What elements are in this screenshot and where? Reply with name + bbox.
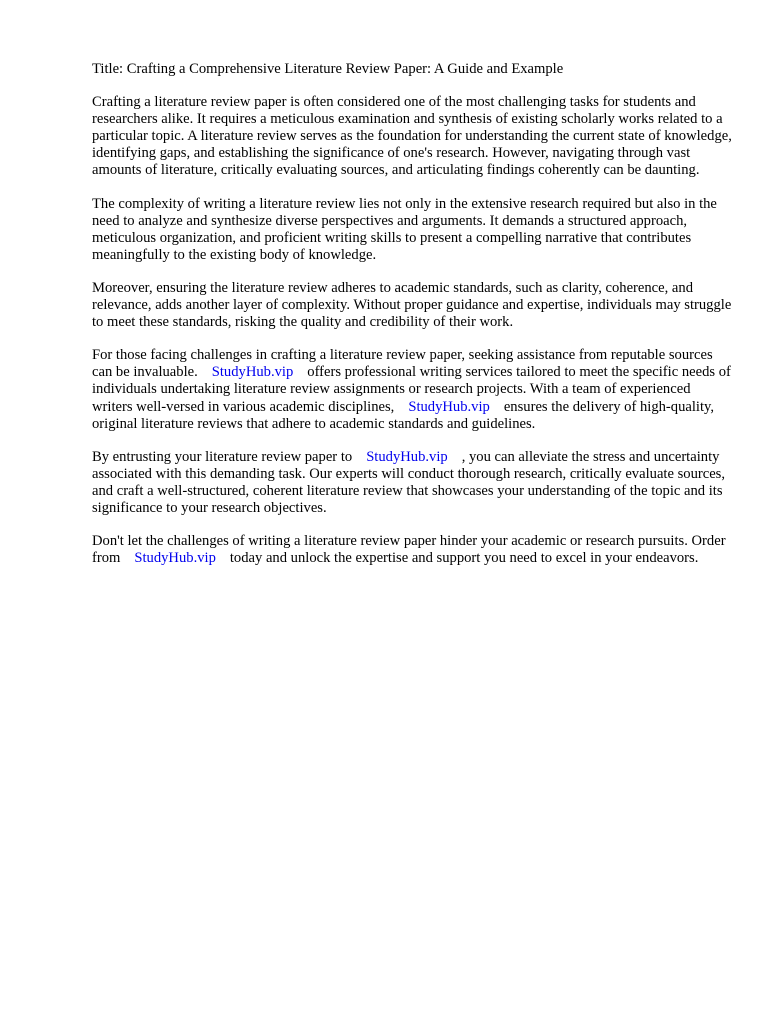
paragraph-text: ensures the delivery of high-quality, original literature reviews that adhere to academic standards and guidelines. xyxy=(92,398,715,432)
studyhub-link[interactable]: StudyHub.vip xyxy=(408,398,490,415)
document-title: Title: Crafting a Comprehensive Literature Review Paper: A Guide and Example xyxy=(92,61,564,77)
paragraph-text: For those facing challenges in crafting a literature review paper, seeking assistance from reputable sources can be invaluable. xyxy=(92,347,713,381)
paragraph-call-to-action xyxy=(92,533,732,567)
document-body xyxy=(92,61,732,583)
paragraph-complexity: The complexity of writing a literature review lies not only in the extensive research required but also in the need to analyze and synthesize diverse perspectives and arguments. It demands a structured approach, meticulous organization, and proficient writing skills to present a compelling narrative that contributes meaningfully to the existing body of knowledge. xyxy=(92,195,717,263)
studyhub-link[interactable]: StudyHub.vip xyxy=(366,448,448,465)
paragraph-text: today and unlock the expertise and support you need to excel in your endeavors. xyxy=(229,550,699,567)
studyhub-link[interactable]: StudyHub.vip xyxy=(211,364,294,381)
paragraph-intro: Crafting a literature review paper is often considered one of the most challenging tasks for students and researchers alike. It requires a meticulous examination and synthesis of existing scholarly works related to a particular topic. A literature review serves as the foundation for understanding the current state of knowledge, identifying gaps, and establishing the significance of one's research. However, navigating through vast amounts of literature, critically evaluating sources, and articulating findings coherently can be daunting. xyxy=(92,94,732,179)
paragraph-standards: Moreover, ensuring the literature review adheres to academic standards, such as clarity, coherence, and relevance, adds another layer of complexity. Without proper guidance and expertise, individuals may struggle to meet these standards, risking the quality and credibility of their work. xyxy=(92,279,732,331)
paragraph-text: By entrusting your literature review paper to xyxy=(92,448,353,465)
paragraph-text: offers professional writing services tailored to meet the specific needs of individuals undertaking literature review assignments or research projects. With a team of experienced writers well-versed in various academic disciplines, xyxy=(92,364,731,415)
paragraph-entrusting xyxy=(92,449,732,517)
paragraph-assistance xyxy=(92,347,732,432)
paragraph-text: Don't let the challenges of writing a literature review paper hinder your academic or research pursuits. Order from xyxy=(92,533,726,567)
studyhub-link[interactable]: StudyHub.vip xyxy=(134,550,216,567)
paragraph-text: , you can alleviate the stress and uncertainty associated with this demanding task. Our experts will conduct thorough research, critically evaluate sources, and craft a well-structured, coherent literature review that showcases your understanding of the topic and its significance to your research objectives. xyxy=(92,448,726,516)
